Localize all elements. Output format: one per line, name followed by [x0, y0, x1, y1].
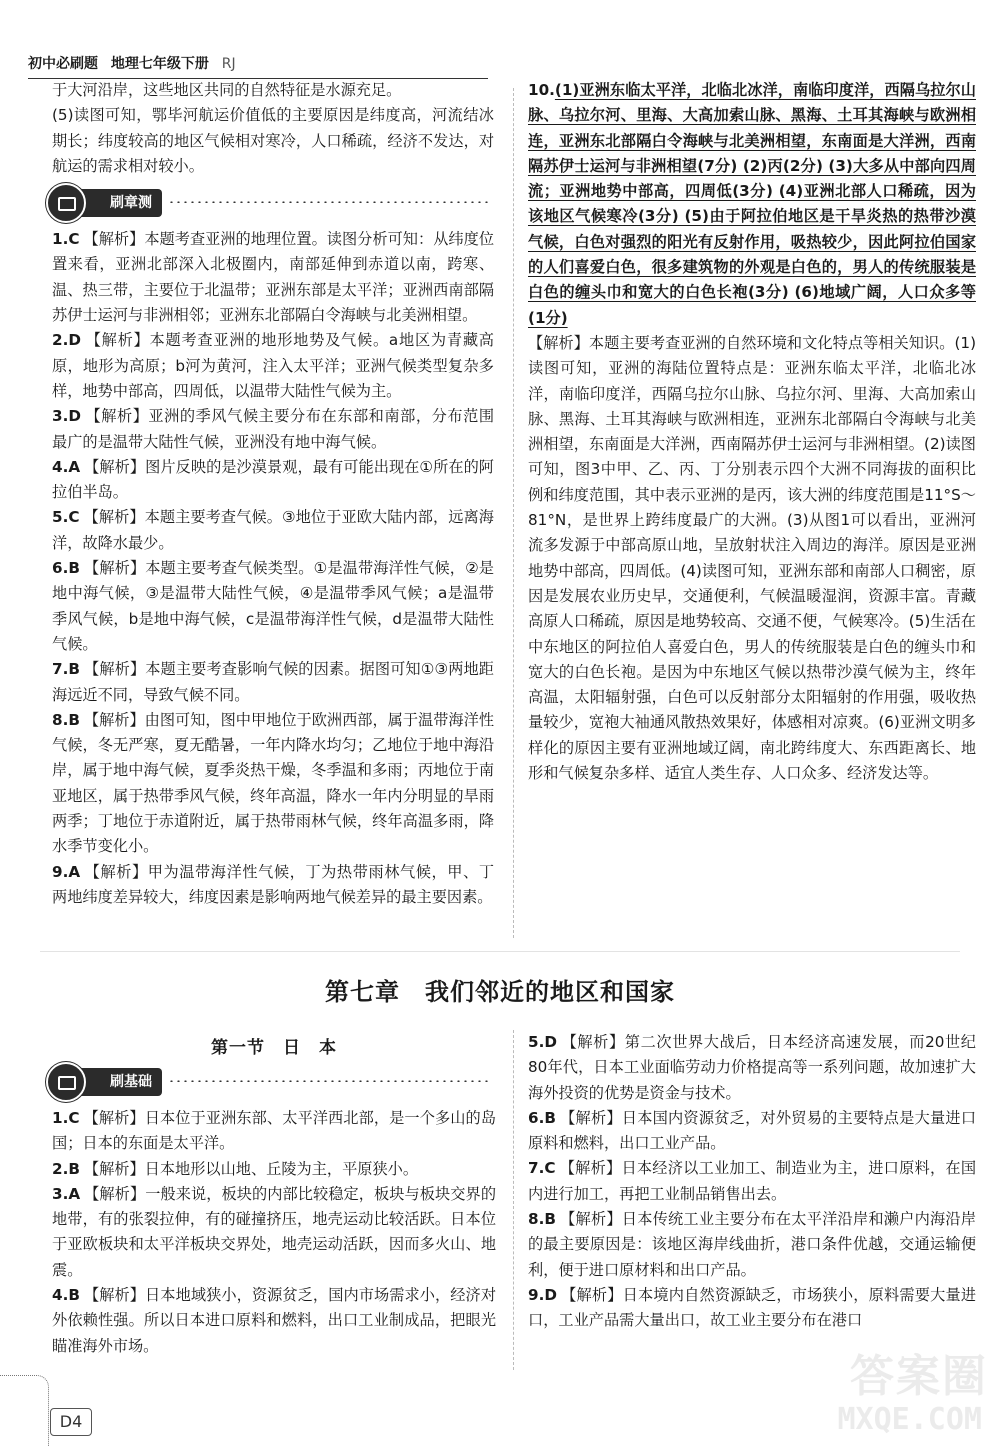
question-number: 5. [52, 508, 69, 527]
question-number: 7. [528, 1159, 545, 1178]
badge-label: 刷基础 [52, 1068, 162, 1096]
question-number: 5. [528, 1033, 545, 1051]
answer-explanation: 【解析】本题考查亚洲的地形地势及气候。a地区为青藏高原，地形为高原；b河为黄河，注入太平洋；亚洲气候类型复杂多样，地势中部高，四周低，以温带大陆性气候为主。 [52, 331, 494, 400]
site-watermark [800, 1340, 1000, 1446]
answer-letter: B [68, 559, 80, 578]
answer-explanation: 【解析】日本境内自然资源缺乏，市场狭小，原料需要大量进口，工业产品需大量出口，故工业主要分布在港口 [528, 1285, 976, 1330]
answer-letter: B [68, 710, 80, 729]
answer-item-10 [528, 78, 976, 331]
answer-item [528, 1283, 976, 1334]
answer-explanation: 【解析】亚洲的季风气候主要分布在东部和南部，分布范围最广的是温带大陆性气候，亚洲没有地中海气候。 [52, 407, 494, 451]
corner-decoration [0, 1375, 49, 1446]
answer-explanation: 【解析】日本经济以工业加工、制造业为主，进口原料，在国内进行加工，再把工业制品销售出去。 [528, 1159, 976, 1203]
answer-item [52, 404, 494, 455]
question-number: 4. [52, 1286, 69, 1305]
continuation-paragraph: 于大河沿岸，这些地区共同的自然特征是水源充足。 [52, 81, 402, 99]
question-number: 9. [528, 1285, 545, 1304]
dotted-rule [168, 201, 490, 203]
column-divider-top [513, 88, 514, 938]
answer-explanation: 【解析】日本地形以山地、丘陵为主，平原狭小。 [83, 1159, 419, 1178]
section-badge-basics [52, 1066, 496, 1100]
continuation-paragraph: (5)读图可知，鄂毕河航运价值低的主要原因是纬度高，河流结冰期长；纬度较高的地区气候相对寒冷，人口稀疏，经济不发达，对航运的需求相对较小。 [52, 106, 494, 175]
answer-explanation: 【解析】日本传统工业主要分布在太平洋沿岸和濑户内海沿岸的最主要原因是：该地区海岸线曲折，港口条件优越，交通运输便利，便于进口原材料和出口产品。 [528, 1210, 976, 1279]
right-column-top [528, 78, 976, 786]
book-icon [46, 183, 86, 223]
answer-letter: C [68, 230, 80, 249]
column-divider-bottom [513, 1030, 514, 1370]
answer-letter: A [68, 1184, 81, 1203]
answer-item [52, 657, 494, 708]
answer-item [52, 1283, 496, 1359]
dotted-rule [168, 1080, 492, 1082]
answer-letter: A [68, 862, 81, 881]
watermark-url: MXQE.COM [837, 1402, 982, 1437]
question-number: 7. [52, 660, 69, 679]
badge-label: 刷章测 [52, 189, 162, 217]
question-number: 3. [52, 407, 69, 426]
answer-item [52, 1157, 496, 1182]
answer-explanation: 【解析】日本地域狭小，资源贫乏，国内市场需求小，经济对外依赖性强。所以日本进口原料和燃料，出口工业制成品，把眼光瞄准海外市场。 [52, 1286, 496, 1355]
section-badge-chapter-test [52, 187, 494, 221]
question-number: 2. [52, 331, 69, 350]
answer-letter: B [68, 1286, 80, 1305]
answer-explanation: 【解析】一般来说，板块的内部比较稳定，板块与板块交界的地带，有的张裂拉伸，有的碰撞挤压，地壳运动比较活跃。日本位于亚欧板块和太平洋板块交界处，地壳运动活跃，因而多火山、地震。 [52, 1184, 496, 1279]
answer-explanation: 【解析】甲为温带海洋性气候，丁为热带雨林气候，甲、丁两地纬度差异较大，纬度因素是影响两地气候差异的最主要因素。 [52, 862, 494, 906]
watermark-logo-text: 答案圈 [850, 1351, 988, 1402]
answer-explanation: 【解析】日本国内资源贫乏，对外贸易的主要特点是大量进口原料和燃料，出口工业产品。 [528, 1108, 976, 1153]
question-number: 10. [528, 81, 555, 99]
answer-item [528, 1106, 976, 1157]
answer-letter: D [68, 407, 81, 426]
question-number: 8. [528, 1210, 545, 1229]
answer-text: (1)亚洲东临太平洋，北临北冰洋，南临印度洋，西隔乌拉尔山脉、乌拉尔河、里海、大高加索山脉、黑海、土耳其海峡与欧洲相连，亚洲东北部隔白令海峡与北美洲相望，东南面是大洋洲，西南隔苏伊士运河与非洲相望(7分) (2)丙(2分) (3)大多从中部向四周流；亚洲地势中部高，四周低(3分) (4)亚洲北部人口稀疏，因为该地区气候寒冷(3分) (5)由于阿拉伯地区是干旱炎热的热带沙漠气候，白色对强烈的阳光有反射作用，吸热较少，因此阿拉伯国家的人们喜爱白色，很多建筑物的外观是白色的，男人的传统服装是白色的缠头巾和宽大的白色长袍(3分) (6)地域广阔，人口众多等(1分) [528, 81, 976, 327]
section-title: 第一节 日 本 [211, 1038, 337, 1058]
answer-letter: C [68, 508, 80, 527]
answer-item [52, 708, 494, 860]
answer-explanation: 【解析】本题主要考查气候类型。①是温带海洋性气候，②是地中海气候，③是温带大陆性气候，④是温带季风气候；a是温带季风气候，b是地中海气候，c是温带海洋性气候，d是温带大陆性气候。 [52, 559, 494, 653]
answer-item [52, 505, 494, 556]
answer-letter: C [544, 1159, 556, 1178]
answer-letter: A [68, 457, 81, 476]
answer-letter: D [544, 1285, 557, 1304]
answer-item [52, 227, 494, 328]
answer-explanation: 【解析】本题主要考查亚洲的自然环境和文化特点等相关知识。(1)读图可知，亚洲的海陆位置特点是：亚洲东临太平洋，北临北冰洋，南临印度洋，西隔乌拉尔山脉、乌拉尔河、里海、大高加索山脉、黑海、土耳其海峡与欧洲相连，亚洲东北部隔白令海峡与北美洲相望，东南面是大洋洲，西南隔苏伊士运河与非洲相望。(2)读图可知，图3中甲、乙、丙、丁分别表示四个大洲不同海拔的面积比例和纬度范围，其中表示亚洲的是丙，该大洲的纬度范围是11°S～81°N，是世界上跨纬度最广的大洲。(3)从图1可以看出，亚洲河流多发源于中部高原山地，呈放射状注入周边的海洋。原因是亚洲地势中部高，四周低。(4)读图可知，亚洲东部和南部人口稠密，原因是发展农业历史早，交通便利，气候温暖湿润，资源丰富。青藏高原人口稀疏，原因是地势较高、交通不便，气候寒冷。(5)生活在中东地区的阿拉伯人喜爱白色，男人的传统服装是白色的缠头巾和宽大的白色长袍。是因为中东地区气候以热带沙漠气候为主，终年高温，太阳辐射强，白色可以反射部分太阳辐射的作用强，吸收热量较少，宽袍大袖通风散热效果好，体感相对凉爽。(6)亚洲文明多样化的原因主要有亚洲地域辽阔，南北跨纬度大、东西距离长、地形和气候复杂多样、适宜人类生存、人口众多、经济发达等。 [528, 333, 976, 783]
answer-item [52, 860, 494, 911]
question-number: 8. [52, 710, 69, 729]
answer-explanation: 【解析】图片反映的是沙漠景观，最有可能出现在①所在的阿拉伯半岛。 [52, 457, 494, 502]
right-column-bottom [528, 1030, 976, 1334]
answer-item [528, 1030, 976, 1106]
page-number: D4 [50, 1408, 92, 1436]
answer-letter: B [544, 1210, 556, 1229]
answer-item [52, 328, 494, 404]
answer-letter: B [68, 1159, 80, 1178]
answer-item [52, 1106, 496, 1157]
edition-label: RJ [221, 56, 236, 72]
question-number: 6. [528, 1108, 545, 1127]
answer-explanation: 【解析】日本位于亚洲东部、太平洋西北部，是一个多山的岛国；日本的东面是太平洋。 [52, 1109, 496, 1153]
answer-item [528, 1207, 976, 1283]
question-number: 1. [52, 230, 69, 249]
answer-letter: B [68, 660, 80, 679]
running-header [28, 52, 488, 79]
question-number: 1. [52, 1109, 69, 1127]
section-separator [40, 951, 960, 952]
left-column-bottom [52, 1074, 496, 1359]
question-number: 2. [52, 1159, 69, 1178]
answer-item [528, 1156, 976, 1207]
answer-explanation: 【解析】本题主要考查影响气候的因素。据图可知①③两地距海远近不同，导致气候不同。 [52, 660, 494, 704]
answer-explanation: 【解析】第二次世界大战后，日本经济高速发展，而20世纪80年代，日本工业面临劳动力价格提高等一系列问题，故加速扩大海外投资的优势是资金与技术。 [528, 1033, 976, 1102]
answer-letter: D [68, 331, 81, 350]
answer-explanation: 【解析】本题考查亚洲的地理位置。读图分析可知：从纬度位置来看，亚洲北部深入北极圈内，南部延伸到赤道以南，跨寒、温、热三带，主要位于北温带；亚洲东部是太平洋；亚洲西南部隔苏伊士运河与非洲相邻；亚洲东北部隔白令海峡与北美洲相望。 [52, 230, 494, 325]
subject-title: 地理七年级下册 [110, 56, 209, 72]
answer-item [52, 556, 494, 657]
left-column-top [52, 78, 494, 910]
question-number: 4. [52, 457, 69, 476]
chapter-title: 第七章 我们邻近的地区和国家 [325, 978, 675, 1006]
answer-item [52, 455, 494, 506]
question-number: 9. [52, 862, 69, 881]
answer-item [52, 1182, 496, 1283]
answer-explanation: 【解析】本题主要考查气候。③地位于亚欧大陆内部，远离海洋，故降水最少。 [52, 508, 494, 552]
answer-explanation: 【解析】由图可知，图中甲地位于欧洲西部，属于温带海洋性气候，冬无严寒，夏无酷暑，一年内降水均匀；乙地位于地中海沿岸，属于地中海气候，夏季炎热干燥，冬季温和多雨；丙地位于南亚地区，属于热带季风气候，终年高温，降水一年内分明显的旱雨两季；丁地位于赤道附近，属于热带雨林气候，终年高温多雨，降水季节变化小。 [52, 710, 494, 856]
answer-letter: D [544, 1033, 557, 1051]
answer-letter: C [68, 1109, 80, 1127]
book-title: 初中必刷题 [28, 56, 98, 72]
book-icon [46, 1062, 86, 1102]
question-number: 3. [52, 1184, 69, 1203]
question-number: 6. [52, 559, 69, 578]
answer-letter: B [544, 1108, 556, 1127]
